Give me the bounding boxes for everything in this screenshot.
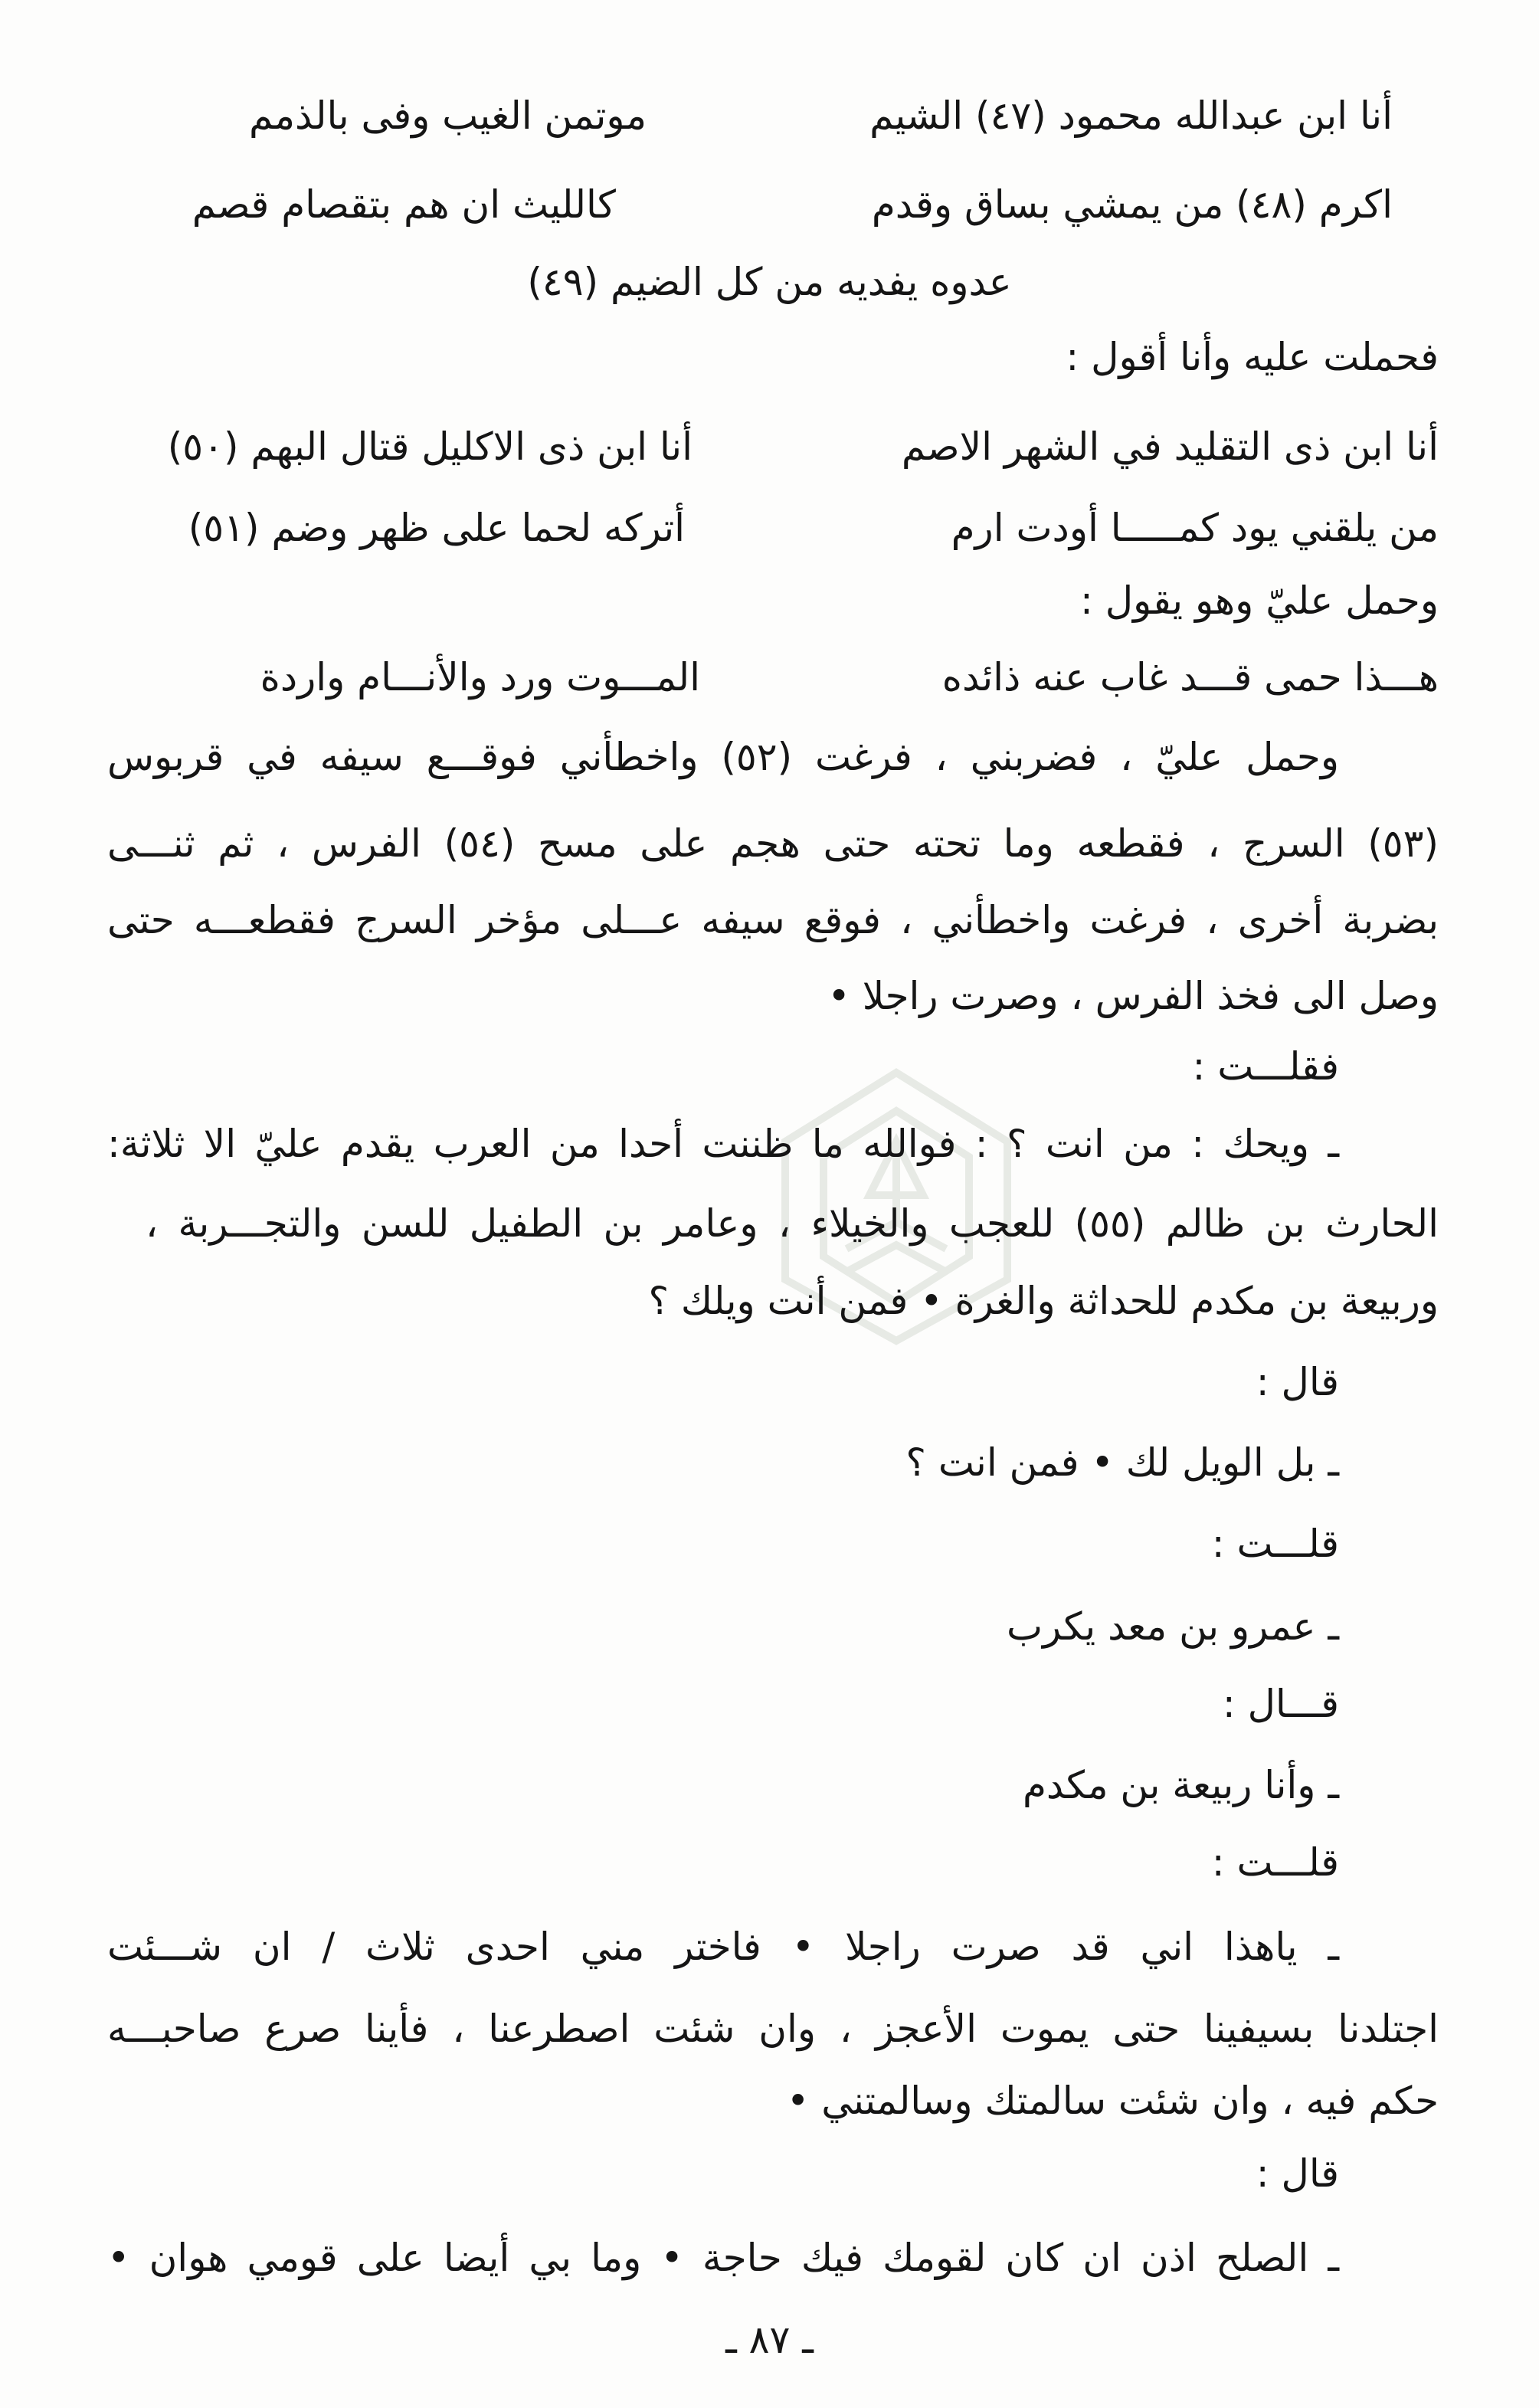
speaker-label: قلـــت :	[1211, 1840, 1339, 1885]
paragraph-line: (٥٣) السرج ، فقطعه وما تحته حتى هجم على مسح (٥٤) الفرس ، ثم ثنـــى	[107, 821, 1439, 866]
paragraph-line: وصل الى فخذ الفرس ، وصرت راجلا •	[827, 974, 1439, 1018]
verse-2-first-hemistich: اكرم (٤٨) من يمشي بساق وقدم	[871, 182, 1393, 227]
verse-5-first-hemistich: من يلقني يود كمـــــا أودت ارم	[951, 506, 1439, 550]
verse-6-first-hemistich: هـــذا حمى قـــد غاب عنه ذائده	[941, 655, 1439, 699]
speech-line: ـ الصلح اذن ان كان لقومك فيك حاجة • وما بي أيضا على قومي هوان •	[107, 2236, 1339, 2280]
verse-5-second-hemistich: أتركه لحما على ظهر وضم (٥١)	[188, 506, 685, 550]
verse-1-second-hemistich: موتمن الغيب وفى بالذمم	[248, 93, 647, 138]
speech-line: ـ بل الويل لك • فمن انت ؟	[905, 1440, 1339, 1485]
paragraph-line: بضربة أخرى ، فرغت واخطأني ، فوقع سيفه عـــلى مؤخر السرج فقطعـــه حتى	[107, 898, 1439, 942]
speech-line: ـ عمرو بن معد يكرب	[1006, 1604, 1339, 1649]
speaker-label: قال :	[1256, 1360, 1339, 1404]
speaker-label: فقلـــت :	[1192, 1044, 1339, 1089]
verse-4-first-hemistich: أنا ابن ذى التقليد في الشهر الاصم	[901, 424, 1439, 469]
paragraph-line: وحمل عليّ ، فضربني ، فرغت (٥٢) واخطأني فوقـــع سيفه في قربوس	[107, 735, 1339, 779]
verse-3-single-line: عدوه يفديه من كل الضيم (٤٩)	[527, 260, 1012, 304]
verse-6-second-hemistich: المـــوت ورد والأنـــام واردة	[260, 655, 700, 699]
speech-line: ـ وأنا ربيعة بن مكدم	[1022, 1763, 1339, 1807]
speech-line: ـ ويحك : من انت ؟ : فوالله ما ظننت أحدا من العرب يقدم عليّ الا ثلاثة:	[107, 1122, 1339, 1166]
speaker-label: قلـــت :	[1211, 1522, 1339, 1566]
speech-line: وربيعة بن مكدم للحداثة والغرة • فمن أنت ويلك ؟	[648, 1279, 1439, 1323]
page-number: ـ ٨٧ ـ	[725, 2318, 814, 2362]
verse-4-second-hemistich: أنا ابن ذى الاكليل قتال البهم (٥٠)	[167, 424, 693, 469]
speaker-label: قـــال :	[1222, 1682, 1339, 1726]
narration-rabia-intro: وحمل عليّ وهو يقول :	[1079, 578, 1439, 623]
speech-line: اجتلدنا بسيفينا حتى يموت الأعجز ، وان شئت اصطرعنا ، فأينا صرع صاحبـــه	[107, 2007, 1439, 2051]
verse-2-second-hemistich: كالليث ان هم بتقصام قصم	[192, 182, 616, 227]
narration-intro-line: فحملت عليه وأنا أقول :	[1066, 335, 1439, 379]
speech-line: ـ ياهذا اني قد صرت راجلا • فاختر مني احدى ثلاث / ان شـــئت	[107, 1925, 1339, 1969]
speech-line: حكم فيه ، وان شئت سالمتك وسالمتني •	[786, 2079, 1439, 2123]
verse-1-first-hemistich: أنا ابن عبدالله محمود (٤٧) الشيم	[869, 93, 1393, 138]
speech-line: الحارث بن ظالم (٥٥) للعجب والخيلاء ، وعامر بن الطفيل للسن والتجـــربة ،	[146, 1201, 1439, 1246]
speaker-label: قال :	[1256, 2151, 1339, 2196]
